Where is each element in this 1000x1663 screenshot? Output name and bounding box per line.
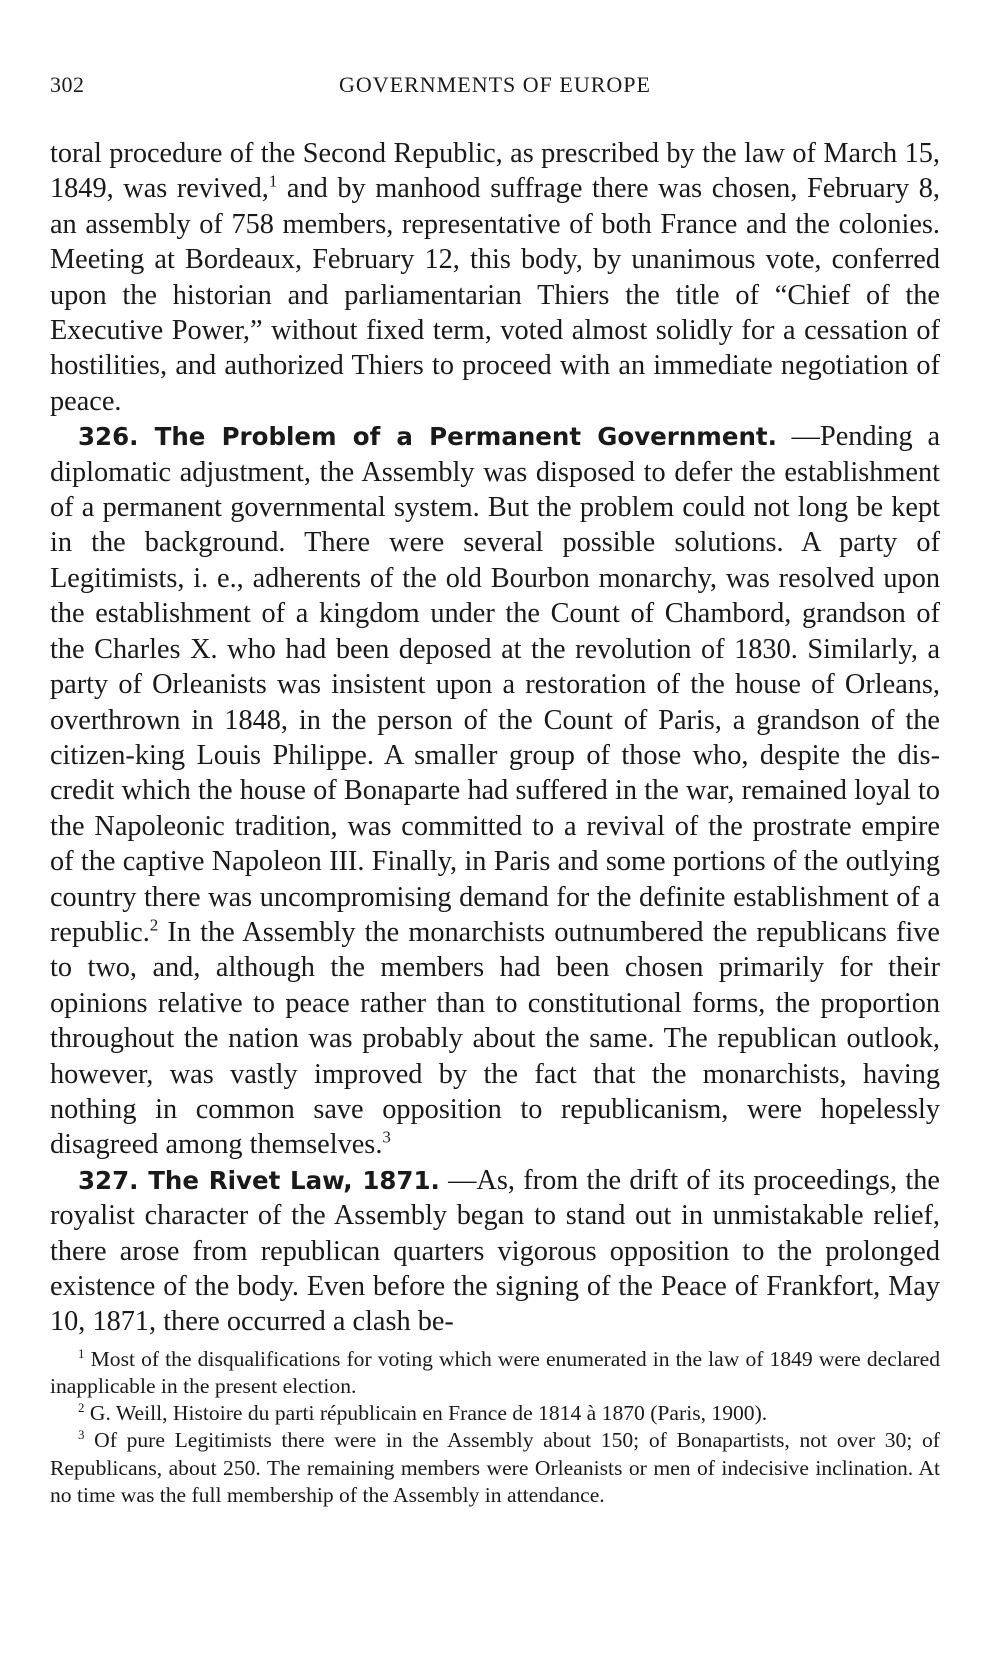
footnotes [50, 1346, 940, 1509]
footnote [50, 1346, 940, 1400]
body-text [50, 136, 940, 1340]
footnote-text: G. Weill, Histoire du parti républicain en France de 1814 à 1870 (Paris, 1900). [84, 1401, 768, 1426]
footnote-text: Of pure Legitimists there were in the Assembly about 150; of Bonapartists, not over 30; of Republicans, about 250. The remaining members were Orleanists or men of indecisive inclination. At no time was the full membership of the Assembly in attendance. [50, 1428, 940, 1507]
footnote [50, 1400, 940, 1427]
paragraph-text: and by manhood suffrage there was chosen, February 8, an assembly of 758 members, representative of both France and the colonies. Meeting at Bordeaux, February 12, this body, by unanimous vote, conferred upon the historian and parliamentarian Thiers the title of “Chief of the Executive Power,” without fixed term, voted almost solidly for a cessation of hostilities, and authorized Thiers to proceed with an immediate negotiation of peace. [50, 173, 940, 417]
paragraph-text: —As, from the drift of its proceedings, the royalist character of the Assembly began to stand out in unmistakable relief, there arose from republican quarters vigorous opposition to the prolonged existence of the body. Even before the signing of the Peace of Frankfort, May 10, 1871, there occurred a clash be- [50, 1164, 940, 1338]
footnote-reference: 3 [382, 1127, 391, 1147]
paragraph-section-327 [50, 1163, 940, 1340]
paragraph-text: —Pending a diplomatic adjustment, the Assembly was disposed to defer the establishment of a permanent governmental system. But the problem could not long be kept in the background. There were several possible solutions. A party of Legitimists, i. e., adherents of the old Bourbon monarchy, was resolved upon the establishment of a kingdom under the Count of Chambord, grandson of the Charles X. who had been deposed at the revolution of 1830. Similarly, a party of Orleanists was insistent upon a restoration of the house of Orleans, overthrown in 1848, in the person of the Count of Paris, a grandson of the citizen-king Louis Philippe. A smaller group of those who, despite the discredit which the house of Bonaparte had suffered in the war, remained loyal to the Napoleonic tradition, was committed to a revival of the prostrate empire of the captive Napoleon III. Finally, in Paris and some portions of the outlying country there was uncompromising demand for the definite establishment of a republic. [50, 421, 940, 948]
footnote-marker: 1 [78, 1345, 85, 1361]
paragraph-text: In the Assembly the monarchists outnumbered the republicans five to two, and, although the members had been chosen primarily for their opinions relative to peace rather than to constitutional forms, the proportion throughout the nation was probably about the same. The republican outlook, however, was vastly improved by the fact that the monarchists, having nothing in common save opposition to republicanism, were hopelessly disagreed among themselves. [50, 916, 940, 1161]
footnote-reference: 1 [268, 171, 278, 191]
footnote-marker: 2 [78, 1400, 85, 1416]
paragraph-continuation [50, 136, 940, 419]
footnote-text: Most of the disqualifications for voting which were enumerated in the law of 1849 were declared inapplicable in the present election. [50, 1346, 940, 1399]
paragraph-text: toral procedure of the Second Republic, as prescribed by the law of March 15, 1849, was revived, [50, 138, 940, 205]
paragraph-section-326 [50, 419, 940, 1163]
section-heading-327: 327. The Rivet Law, 1871. [78, 1165, 440, 1195]
section-heading-326: 326. The Problem of a Permanent Government. [78, 422, 777, 452]
running-head [50, 72, 940, 106]
running-title: GOVERNMENTS OF EUROPE [339, 72, 651, 97]
footnote [50, 1427, 940, 1509]
footnote-marker: 3 [78, 1427, 85, 1443]
page-number: 302 [50, 72, 85, 97]
footnote-reference: 2 [149, 915, 159, 935]
